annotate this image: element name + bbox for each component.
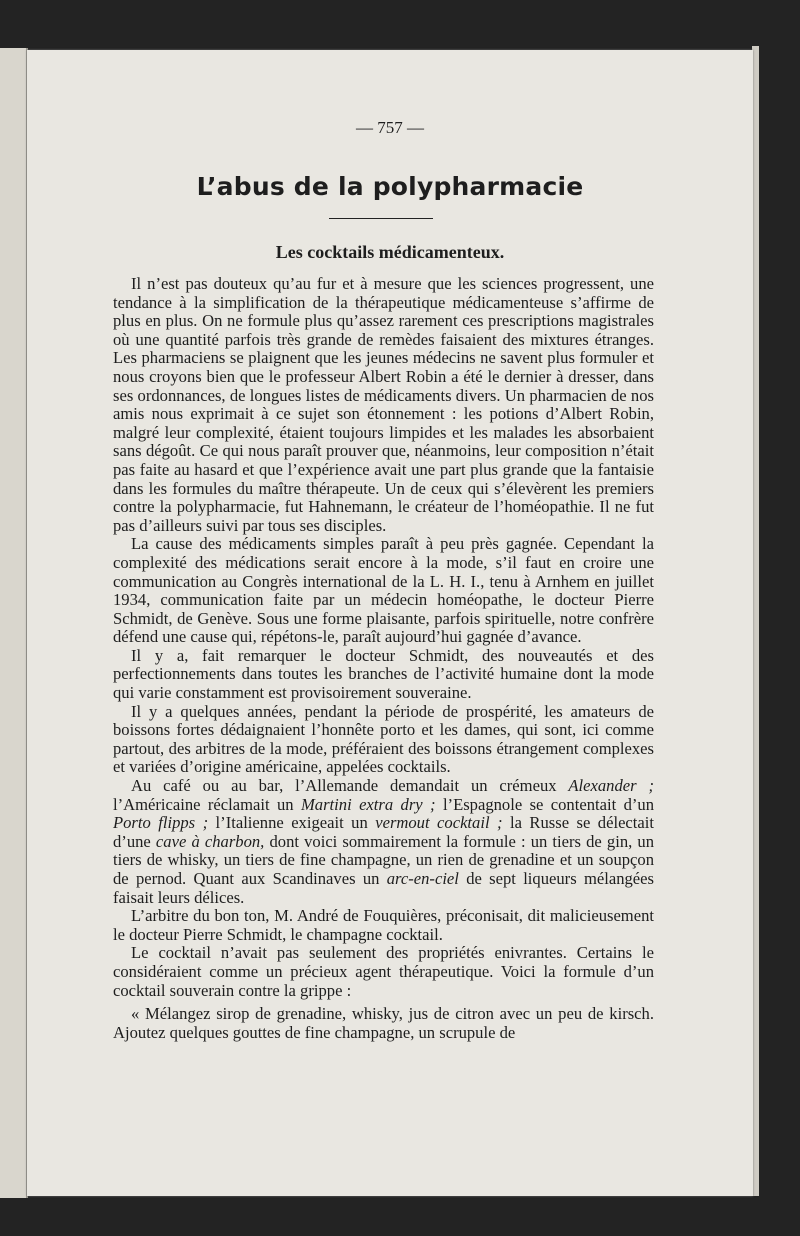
article-body	[113, 275, 654, 1042]
italic-drink-name: arc-en-ciel	[386, 869, 459, 888]
text-run: l’Italienne exigeait un	[208, 813, 376, 833]
text-run: l’Américaine réclamait un	[113, 794, 301, 814]
text-run: dont voici sommairement la formule : un tiers de gin, un tiers de whisky, un tiers de fine champagne, un rien de grenadine et un soupçon de pernod. Quant aux Scandinaves un	[113, 831, 654, 888]
paragraph: La cause des médicaments simples paraît à peu près gagnée. Cependant la complexité des médications serait encore à la mode, s’il faut en croire une communication au Congrès international de la L. H. I., tenu à Arnhem en juillet 1934, communication faite par un médecin homéopathe, le docteur Pierre Schmidt, de Genève. Sous une forme plaisante, parfois spirituelle, notre confrère défend une cause qui, répétons-le, paraît aujourd’hui gagnée d’avance.	[113, 534, 654, 647]
text-run: Au café ou au bar, l’Allemande demandait un crémeux	[131, 776, 569, 796]
italic-drink-name: cave à charbon,	[155, 831, 265, 851]
paragraph: Il y a quelques années, pendant la période de prospérité, les amateurs de boissons fortes dédaignaient l’honnête porto et les dames, qui sont, ici comme partout, des arbitres de la mode, préféraient des boissons étrangement complexes et variées d’origine américaine, appelées cocktails.	[113, 701, 654, 777]
italic-drink-name: Martini extra dry ;	[300, 794, 436, 814]
facing-page-edge	[0, 48, 28, 1198]
italic-drink-name: Alexander ;	[568, 776, 654, 796]
paragraph: L’arbitre du bon ton, M. André de Fouquières, préconisait, dit malicieusement le docteur Pierre Schmidt, le champagne cocktail.	[113, 906, 654, 944]
page-number: — 757 —	[356, 118, 424, 137]
paragraph: Il n’est pas douteux qu’au fur et à mesure que les sciences progressent, une tendance à la simplification de la thérapeutique médicamenteuse s’affirme de plus en plus. On ne formule plus qu’assez rarement ces prescriptions magistrales où une quantité parfois très grande de remèdes faisaient des mixtures étranges. Les pharmaciens se plaignent que les jeunes médecins ne savent plus formuler et nous croyons bien que le professeur Albert Robin a été le dernier à dresser, dans ses ordonnances, de longues listes de médicaments divers. Un pharmacien de nos amis nous exprimait à ce sujet son étonnement : les potions d’Albert Robin, malgré leur complexité, étaient toujours limpides et les malades les absorbaient sans dégoût. Ce qui nous paraît prouver que, néanmoins, leur composition n’était pas faite au hasard et que l’expérience avait une part plus grande que la fantaisie dans les formules du maître thérapeute. Un de ceux qui s’élevèrent les premiers contre la polypharmacie, fut Hahnemann, le créateur de l’homéopathie. Il ne fut pas d’ailleurs suivi par tous ses disciples.	[113, 274, 654, 535]
paragraph: Le cocktail n’avait pas seulement des propriétés enivrantes. Certains le considéraient comme un précieux agent thérapeutique. Voici la formule d’un cocktail souverain contre la grippe :	[113, 943, 654, 1000]
paragraph	[113, 777, 654, 907]
article-subtitle: Les cocktails médicamenteux.	[275, 242, 505, 262]
quote-paragraph: « Mélangez sirop de grenadine, whisky, jus de citron avec un peu de kirsch. Ajoutez quelques gouttes de fine champagne, un scrupule de	[113, 1004, 654, 1042]
text-run: de sept liqueurs mélangées faisait leurs délices.	[113, 869, 654, 907]
paragraph: Il y a, fait remarquer le docteur Schmidt, des nouveautés et des perfectionnements dans toutes les branches de l’activité humaine dont la mode qui varie constamment est provisoirement souveraine.	[113, 645, 654, 703]
text-run: la Russe se délectait d’une	[113, 813, 654, 851]
italic-drink-name: Porto flipps ;	[113, 813, 209, 833]
text-run: l’Espagnole se contentait d’un	[435, 794, 654, 814]
italic-drink-name: vermout cocktail ;	[375, 813, 503, 833]
page-stack-edge	[752, 46, 759, 1196]
book-page	[27, 50, 753, 1196]
title-divider	[329, 218, 433, 219]
article-title: L’abus de la polypharmacie	[196, 172, 584, 201]
